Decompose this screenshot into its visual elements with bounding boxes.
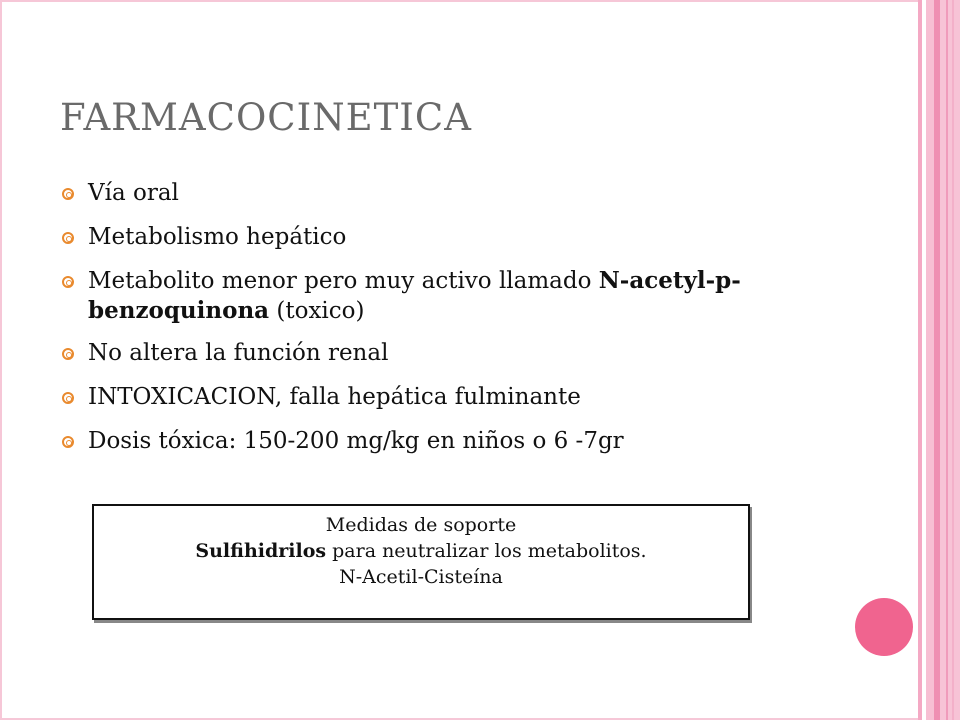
slide-title: FARMACOCINETICA (60, 96, 472, 139)
decorative-stripe (952, 0, 954, 720)
decorative-stripe (946, 0, 948, 720)
bullet-item (62, 426, 802, 456)
bullet-text: Vía oral (88, 180, 179, 206)
box-line-2-rest: para neutralizar los metabolitos. (326, 540, 647, 562)
bullet-icon (62, 188, 74, 200)
bullet-list (62, 178, 802, 470)
bullet-item (62, 382, 802, 412)
bullet-icon (62, 348, 74, 360)
bullet-text-post: (toxico) (269, 298, 365, 324)
box-line-2-bold: Sulfihidrilos (195, 540, 327, 562)
decorative-stripe (940, 0, 960, 720)
bullet-icon (62, 232, 74, 244)
bullet-text: Dosis tóxica: 150-200 mg/kg en niños o 6 -7gr (88, 428, 624, 454)
bullet-icon (62, 392, 74, 404)
decorative-stripe (918, 0, 922, 720)
bullet-text: INTOXICACION, falla hepática fulminante (88, 384, 581, 410)
bullet-text: No altera la función renal (88, 340, 389, 366)
decorative-circle (855, 598, 913, 656)
bullet-icon (62, 436, 74, 448)
bullet-item (62, 222, 802, 252)
bullet-text: Metabolismo hepático (88, 224, 347, 250)
box-line-3: N-Acetil-Cisteína (339, 566, 503, 588)
treatment-box (92, 504, 750, 620)
bullet-text-pre: Metabolito menor pero muy activo llamado (88, 268, 599, 294)
bullet-text-bold: N-acetyl-p-benzoquinona (88, 267, 741, 324)
bullet-item (62, 338, 802, 368)
bullet-icon (62, 276, 74, 288)
box-line-2 (94, 538, 748, 564)
decorative-stripe (926, 0, 934, 720)
bullet-item (62, 266, 802, 326)
bullet-item (62, 178, 802, 208)
box-line-1: Medidas de soporte (325, 514, 517, 536)
